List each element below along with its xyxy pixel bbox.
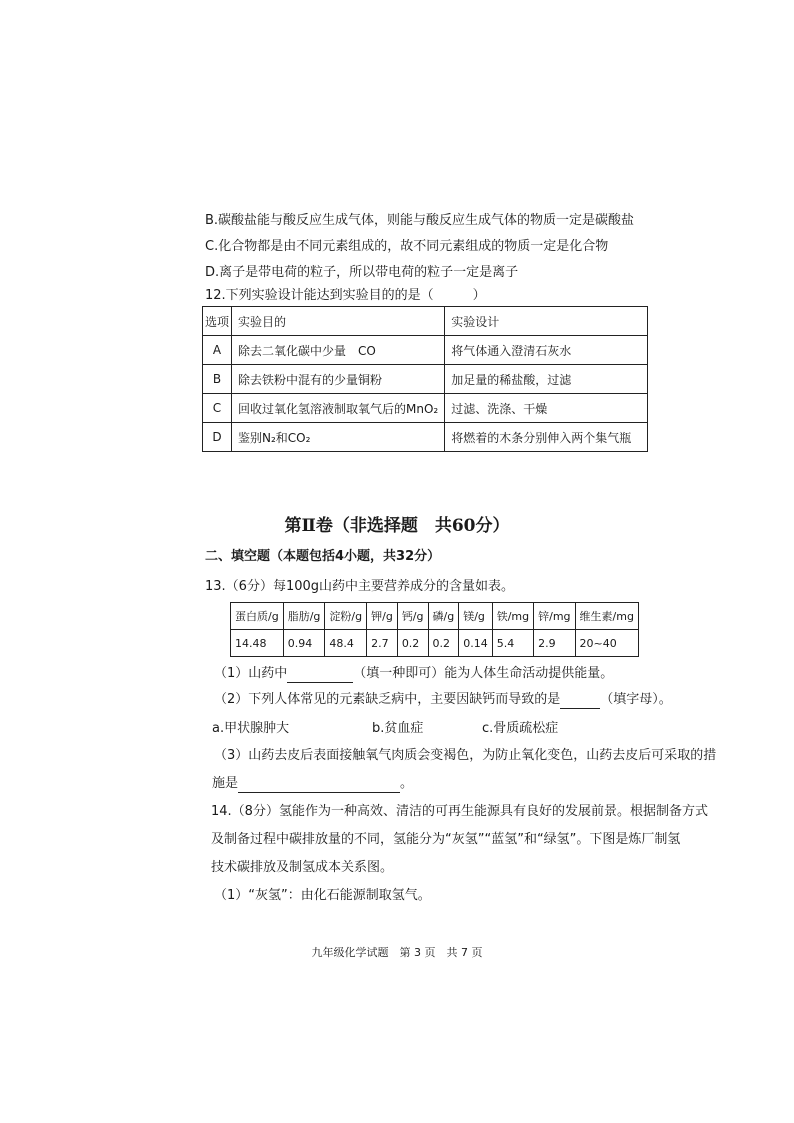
q14-line-4: （1）“灰氢”：由化石能源制取氢气。 [214, 888, 431, 903]
header-cell: 钙/g [397, 603, 428, 630]
header-cell: 维生素/mg [575, 603, 638, 630]
q14-line-1: 14.（8分）氢能作为一种高效、清洁的可再生能源具有良好的发展前景。根据制备方式 [211, 804, 708, 819]
table-cell: 14.48 [231, 630, 284, 657]
answer-blank[interactable] [238, 778, 400, 793]
table-cell: D [203, 423, 232, 452]
header-cell: 脂肪/g [283, 603, 325, 630]
q13-part3-tail: 。 [400, 776, 414, 791]
option-c: c.骨质疏松症 [482, 721, 559, 736]
q13-part2 [214, 691, 672, 709]
header-cell: 锌/mg [534, 603, 575, 630]
table-cell: 除去二氧化碳中少量 CO [232, 336, 445, 365]
q12-stem: 12.下列实验设计能达到实验目的的是（ ） [205, 288, 486, 303]
q13-part3-cont [212, 775, 413, 793]
table-cell: 5.4 [492, 630, 533, 657]
q11-option-d: D.离子是带电荷的粒子，所以带电荷的粒子一定是离子 [205, 265, 519, 280]
table-cell: 过滤、洗涤、干燥 [445, 394, 648, 423]
q13-part2-tail: （填字母）。 [600, 692, 672, 707]
table-row [203, 336, 648, 365]
table-cell: 0.14 [459, 630, 493, 657]
header-cell: 镁/g [459, 603, 493, 630]
q13-options [212, 720, 558, 738]
table-cell: 0.2 [428, 630, 459, 657]
table-cell: 将气体通入澄清石灰水 [445, 336, 648, 365]
q14-line-3: 技术碳排放及制氢成本关系图。 [211, 860, 394, 875]
table-row [203, 394, 648, 423]
header-cell: 铁/mg [492, 603, 533, 630]
table-row [231, 630, 639, 657]
q13-stem: 13.（6分）每100g山药中主要营养成分的含量如表。 [205, 579, 515, 594]
table-row [203, 365, 648, 394]
table-cell: 48.4 [325, 630, 367, 657]
q11-option-b: B.碳酸盐能与酸反应生成气体，则能与酸反应生成气体的物质一定是碳酸盐 [205, 213, 635, 228]
q13-part3: （3）山药去皮后表面接触氧气肉质会变褐色，为防止氧化变色，山药去皮后可采取的措 [214, 748, 717, 763]
header-cell: 实验目的 [232, 307, 445, 336]
q13-part1-lead: （1）山药中 [214, 666, 288, 681]
header-cell: 蛋白质/g [231, 603, 284, 630]
table-cell: 将燃着的木条分别伸入两个集气瓶 [445, 423, 648, 452]
q12-table [202, 306, 648, 452]
q13-part1-tail: （填一种即可）能为人体生命活动提供能量。 [353, 666, 614, 681]
section-heading [205, 548, 440, 566]
q14-line-2: 及制备过程中碳排放量的不同，氢能分为“灰氢”“蓝氢”和“绿氢”。下图是炼厂制氢 [211, 832, 681, 847]
table-cell: A [203, 336, 232, 365]
table-cell: 2.9 [534, 630, 575, 657]
table-header-row [231, 603, 639, 630]
header-cell: 淀粉/g [325, 603, 367, 630]
option-a: a.甲状腺肿大 [212, 721, 290, 736]
table-cell: 除去铁粉中混有的少量铜粉 [232, 365, 445, 394]
q13-part2-lead: （2）下列人体常见的元素缺乏病中，主要因缺钙而导致的是 [214, 692, 561, 707]
answer-blank[interactable] [287, 668, 353, 683]
table-cell: 回收过氧化氢溶液制取氧气后的MnO₂ [232, 394, 445, 423]
option-b: b.贫血症 [372, 721, 424, 736]
table-row [203, 423, 648, 452]
table-cell: C [203, 394, 232, 423]
header-cell: 选项 [203, 307, 232, 336]
table-cell: 20~40 [575, 630, 638, 657]
section-heading-text: 二、填空题（本题包括4小题，共32分） [205, 549, 441, 564]
q13-part1 [214, 665, 613, 683]
part-two-title: 第Ⅱ卷（非选择题 共60分） [284, 516, 510, 536]
table-cell: 0.94 [283, 630, 325, 657]
header-cell: 钾/g [367, 603, 398, 630]
table-cell: B [203, 365, 232, 394]
q13-part3-lead: 施是 [212, 776, 239, 791]
table-cell: 0.2 [397, 630, 428, 657]
table-cell: 2.7 [367, 630, 398, 657]
q11-option-c: C.化合物都是由不同元素组成的，故不同元素组成的物质一定是化合物 [205, 239, 609, 254]
table-cell: 加足量的稀盐酸，过滤 [445, 365, 648, 394]
table-cell: 鉴别N₂和CO₂ [232, 423, 445, 452]
table-header-row [203, 307, 648, 336]
page-footer: 九年级化学试题 第 3 页 共 7 页 [311, 946, 483, 959]
nutrition-table [230, 602, 639, 657]
answer-blank[interactable] [560, 694, 600, 709]
header-cell: 实验设计 [445, 307, 648, 336]
header-cell: 磷/g [428, 603, 459, 630]
